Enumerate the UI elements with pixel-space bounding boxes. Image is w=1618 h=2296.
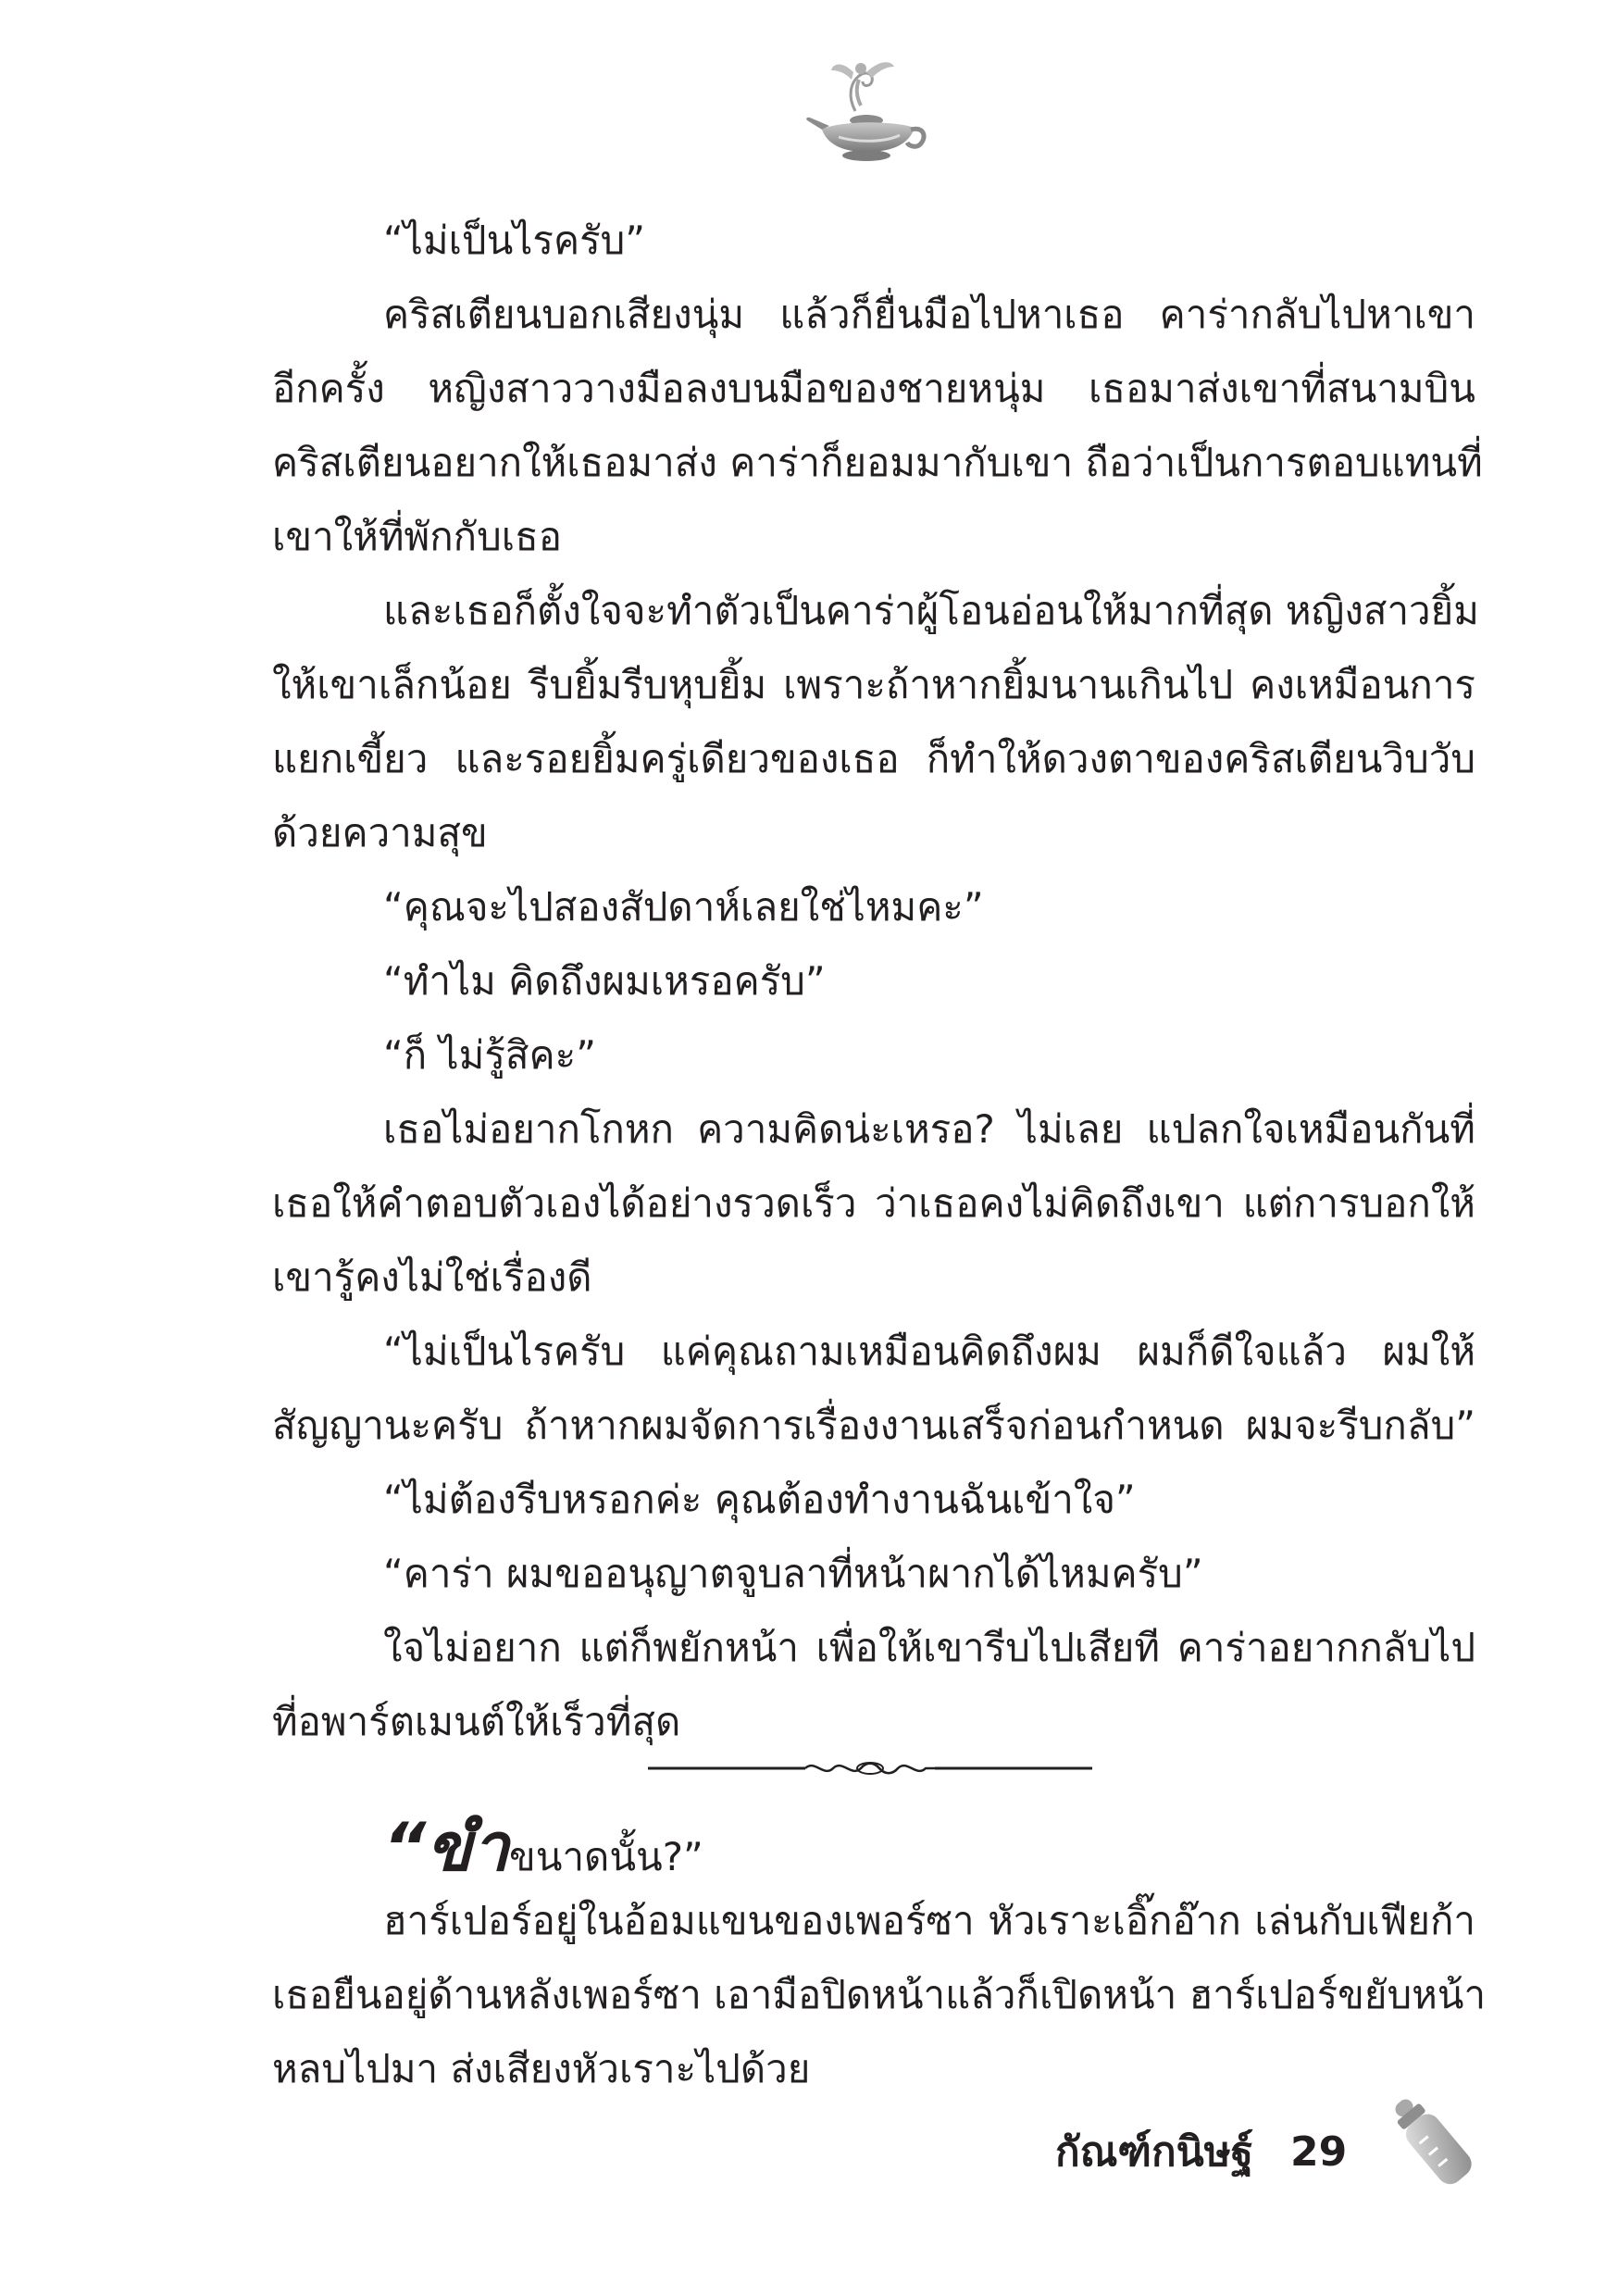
- text-line: สัญญานะครับ ถ้าหากผมจัดการเรื่องงานเสร็จก่อนกำหนด ผมจะรีบกลับ”: [272, 1403, 1475, 1448]
- text-line: ให้เขาเล็กน้อย รีบยิ้มรีบหุบยิ้ม เพราะถ้าหากยิ้มนานเกินไป คงเหมือนการ: [272, 662, 1475, 707]
- text-line: หลบไปมา ส่งเสียงหัวเราะไปด้วย: [272, 2046, 811, 2091]
- text-line: ด้วยความสุข: [272, 810, 488, 855]
- text-line: ที่อพาร์ตเมนต์ให้เร็วที่สุด: [272, 1699, 681, 1744]
- text-line: “ทำไม คิดถึงผมเหรอครับ”: [383, 958, 826, 1004]
- drop-word: “ขำ: [383, 1808, 510, 1886]
- text-line: อีกครั้ง หญิงสาววางมือลงบนมือของชายหนุ่ม เธอมาส่งเขาที่สนามบิน: [272, 366, 1475, 411]
- text-line: เธอไม่อยากโกหก ความคิดน่ะเหรอ? ไม่เลย แปลกใจเหมือนกันที่: [383, 1106, 1475, 1152]
- text-line: “ก็ ไม่รู้สิคะ”: [383, 1032, 596, 1078]
- genie-lamp-icon: [802, 56, 931, 167]
- opening-text: ขนาดนั้น?”: [509, 1834, 703, 1879]
- section-opening-line: [383, 1801, 703, 1893]
- text-line: คริสเตียนอยากให้เธอมาส่ง คาร่าก็ยอมมากับเขา ถือว่าเป็นการตอบแทนที่: [272, 440, 1483, 485]
- text-line: “ไม่เป็นไรครับ”: [383, 218, 646, 263]
- page-number: 29: [1289, 2128, 1348, 2176]
- text-line: คริสเตียนบอกเสียงนุ่ม แล้วก็ยื่นมือไปหาเธอ คาร่ากลับไปหาเขา: [383, 292, 1475, 337]
- text-line: “ไม่เป็นไรครับ แค่คุณถามเหมือนคิดถึงผม ผมก็ดีใจแล้ว ผมให้: [383, 1329, 1475, 1374]
- text-line: “ไม่ต้องรีบหรอกค่ะ คุณต้องทำงานฉันเข้าใจ”: [383, 1477, 1136, 1522]
- baby-bottle-icon: [1387, 2085, 1488, 2196]
- text-line: เขาให้ที่พักกับเธอ: [272, 514, 562, 559]
- text-line: และเธอก็ตั้งใจจะทำตัวเป็นคาร่าผู้โอนอ่อนให้มากที่สุด หญิงสาวยิ้ม: [383, 588, 1479, 633]
- text-line: “คุณจะไปสองสัปดาห์เลยใช่ไหมคะ”: [383, 884, 984, 930]
- text-line: ใจไม่อยาก แต่ก็พยักหน้า เพื่อให้เขารีบไปเสียที คาร่าอยากกลับไป: [383, 1625, 1475, 1670]
- text-line: เธอยืนอยู่ด้านหลังเพอร์ซา เอามือปิดหน้าแล้วก็เปิดหน้า ฮาร์เปอร์ขยับหน้า: [272, 1972, 1487, 2017]
- text-line: ฮาร์เปอร์อยู่ในอ้อมแขนของเพอร์ซา หัวเราะเอิ๊กอ๊าก เล่นกับเฟียก้า: [383, 1898, 1475, 1943]
- text-line: “คาร่า ผมขออนุญาตจูบลาที่หน้าผากได้ไหมครับ”: [383, 1551, 1203, 1596]
- text-line: เขารู้คงไม่ใช่เรื่องดี: [272, 1254, 592, 1300]
- text-line: แยกเขี้ยว และรอยยิ้มครู่เดียวของเธอ ก็ทำให้ดวงตาของคริสเตียนวิบวับ: [272, 736, 1475, 781]
- text-line: เธอให้คำตอบตัวเองได้อย่างรวดเร็ว ว่าเธอคงไม่คิดถึงเขา แต่การบอกให้: [272, 1180, 1475, 1226]
- body-text-top: [272, 204, 1483, 1759]
- page-footer: [1055, 2115, 1347, 2190]
- ornamental-divider: [648, 1754, 1092, 1782]
- body-text-bottom: [272, 1884, 1487, 2106]
- author-name: กัณฑ์กนิษฐ์: [1055, 2128, 1253, 2176]
